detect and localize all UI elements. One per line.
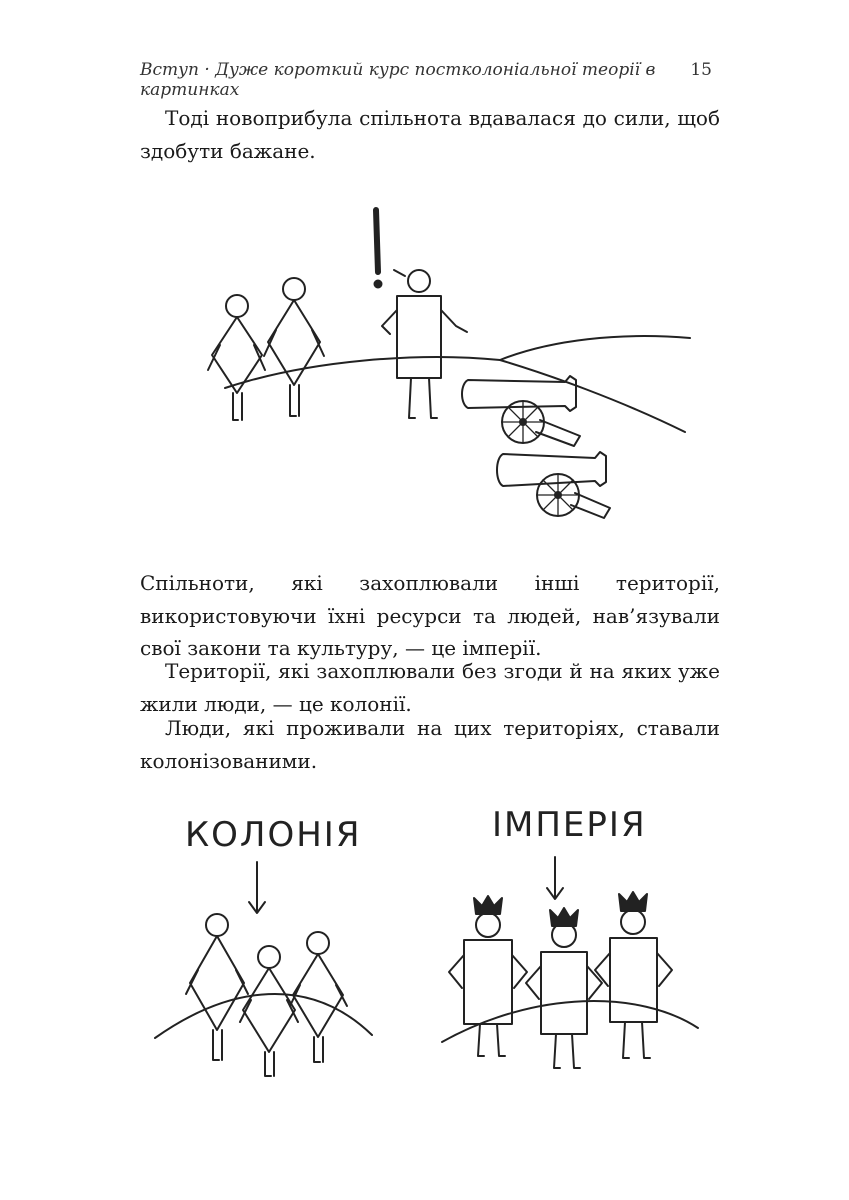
paragraph-3: Території, які захоплювали без згоди й на яких уже жили люди, — це колонії. <box>140 659 720 716</box>
native-figure <box>208 295 265 420</box>
illustration-colonizer-arrival <box>190 200 730 530</box>
running-head <box>140 60 712 100</box>
colonized-figure <box>240 946 298 1076</box>
emperor-figure <box>595 892 672 1058</box>
paragraph-2: Спільноти, які захоплювали інші території, використовуючи їхні ресурси та людей, нав’язували свої закони та культуру, — це імперії. <box>140 571 720 660</box>
exclamation-icon <box>375 210 382 288</box>
cannon-icon <box>497 452 610 518</box>
illustration-colony-empire <box>140 800 720 1090</box>
empire-label: ІМПЕРІЯ <box>492 805 647 845</box>
cannon-icon <box>462 376 580 446</box>
page-number: 15 <box>690 60 712 80</box>
colony-label: КОЛОНІЯ <box>185 815 362 855</box>
chapter-title: Вступ · Дуже короткий курс постколоніальної теорії в картинках <box>140 60 656 100</box>
colonizer-figure <box>382 270 467 418</box>
colonized-figure <box>186 914 248 1060</box>
native-figure <box>264 278 324 416</box>
paragraph-4: Люди, які проживали на цих територіях, ставали колонізованими. <box>140 716 720 773</box>
arrow-down-icon <box>547 857 563 899</box>
arrow-down-icon <box>249 862 265 913</box>
paragraph-1: Тоді новоприбула спільнота вдавалася до сили, щоб здобути бажане. <box>140 106 720 163</box>
emperor-figure <box>526 908 602 1068</box>
